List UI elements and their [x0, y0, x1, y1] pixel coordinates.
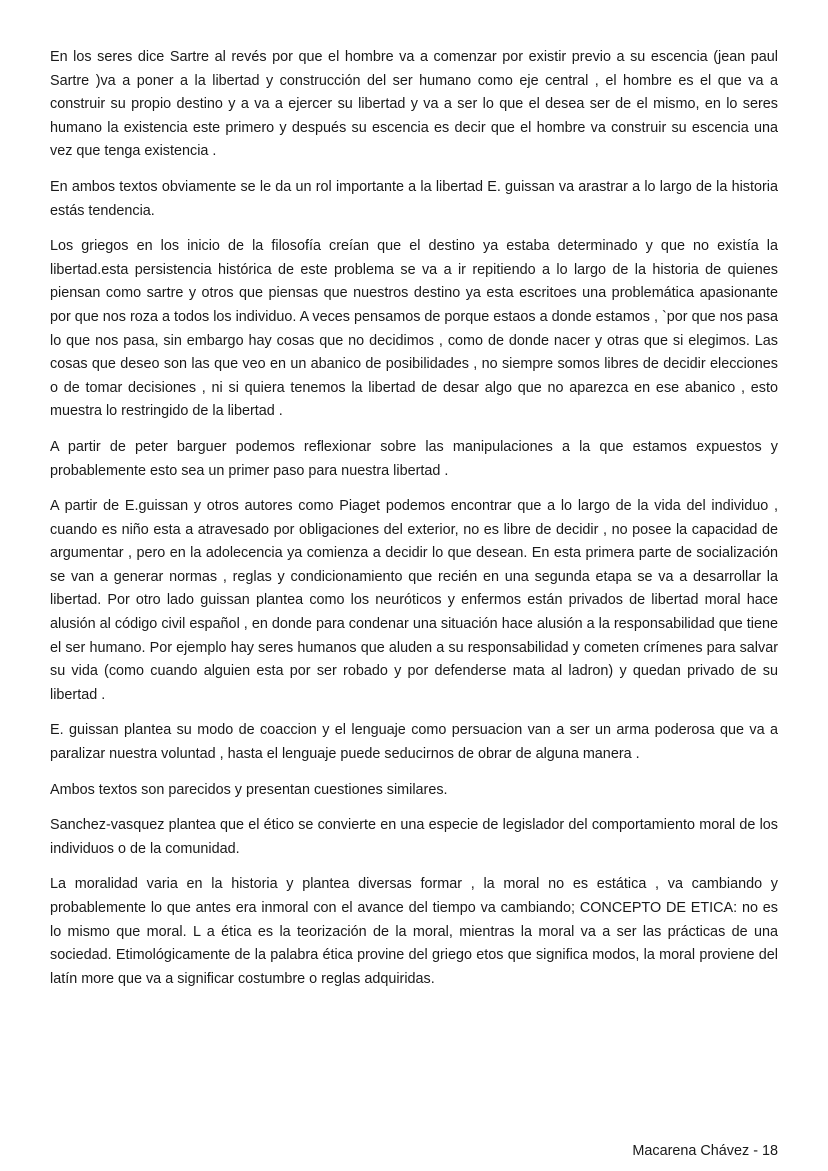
paragraph-griegos: Los griegos en los inicio de la filosofía creían que el destino ya estaba determinado y que no existía la libertad.esta persistencia histórica de este problema se va a ir repitiendo a lo largo de la historia de quienes piensan como sartre y otros que piensas que nuestros destino ya esta escritoes una problemática apasionante por que nos roza a todos los individuo. A veces pensamos de porque estaos a donde estamos , `por que nos pasa lo que nos pasa, sin embargo hay cosas que no decidimos , como de donde nacer y otras que si elegimos. Las cosas que deseo son las que veo en un abanico de posibilidades , no siempre somos libres de decidir elecciones o de tomar decisiones , ni si quiera tenemos la libertad de desar algo que no aparezca en ese abanico , esto muestra lo restringido de la libertad . [50, 238, 778, 420]
paragraph-moralidad-etica: La moralidad varia en la historia y plantea diversas formar , la moral no es estática , va cambiando y probablemente lo que antes era inmoral con el avance del tiempo va cambiando; CONCEPTO DE ETICA: no es lo mismo que moral. L a ética es la teorización de la moral, mientras la moral va a ser las prácticas de una sociedad. Etimológicamente de la palabra ética provine del griego etos que significa modos, la moral proviene del latín more que va a significar costumbre o reglas adquiridas. [50, 876, 778, 987]
paragraph-sartre: En los seres dice Sartre al revés por que el hombre va a comenzar por existir previo a su escencia (jean paul Sartre )va a poner a la libertad y construcción del ser humano como eje central , el hombre es el que va a construir su propio destino y a va a ejercer su libertad y va a ser lo que el desea ser de el mismo, en lo seres humano la existencia este primero y después su escencia es decir que el hombre va construir su escencia una vez que tenga existencia . [50, 49, 778, 160]
page-footer: Macarena Chávez - 18 [632, 1143, 778, 1159]
paragraph-peter-barguer: A partir de peter barguer podemos reflexionar sobre las manipulaciones a la que estamos expuestos y probablemente esto sea un primer paso para nuestra libertad . [50, 438, 778, 479]
paragraph-sanchez-vasquez: Sanchez-vasquez plantea que el ético se convierte en una especie de legislador del comportamiento moral de los individuos o de la comunidad. [50, 817, 778, 857]
paragraph-guissan-piaget: A partir de E.guissan y otros autores como Piaget podemos encontrar que a lo largo de la vida del individuo , cuando es niño esta a atravesado por obligaciones del exterior, no es libre de decidir , no posee la capacidad de argumentar , pero en la adolecencia ya comienza a decidir lo que desean. En esta primera parte de socialización se van a generar normas , reglas y condicionamiento que recién en una segunda etapa se va a desarrollar la libertad. Por otro lado guissan plantea como los neuróticos y enfermos están privados de libertad moral hace alusión al código civil español , en donde para condenar una situación hace alusión a la responsabilidad que tiene el ser humano. Por ejemplo hay seres humanos que aluden a su responsabilidad y cometen crímenes para salvar su vida (como cuando alguien esta por ser robado y por defenderse mata al ladron) y quedan privado de su libertad . [50, 498, 778, 703]
document-body [50, 46, 778, 1003]
paragraph-guissan-coaccion: E. guissan plantea su modo de coaccion y el lenguaje como persuacion van a ser un arma poderosa que va a paralizar nuestra voluntad , hasta el lenguaje puede seducirnos de obrar de alguna manera . [50, 722, 778, 763]
paragraph-ambos-textos-similares: Ambos textos son parecidos y presentan cuestiones similares. [50, 781, 448, 798]
paragraph-ambos-textos-libertad: En ambos textos obviamente se le da un rol importante a la libertad E. guissan va arastrar a lo largo de la historia estás tendencia. [50, 178, 778, 219]
